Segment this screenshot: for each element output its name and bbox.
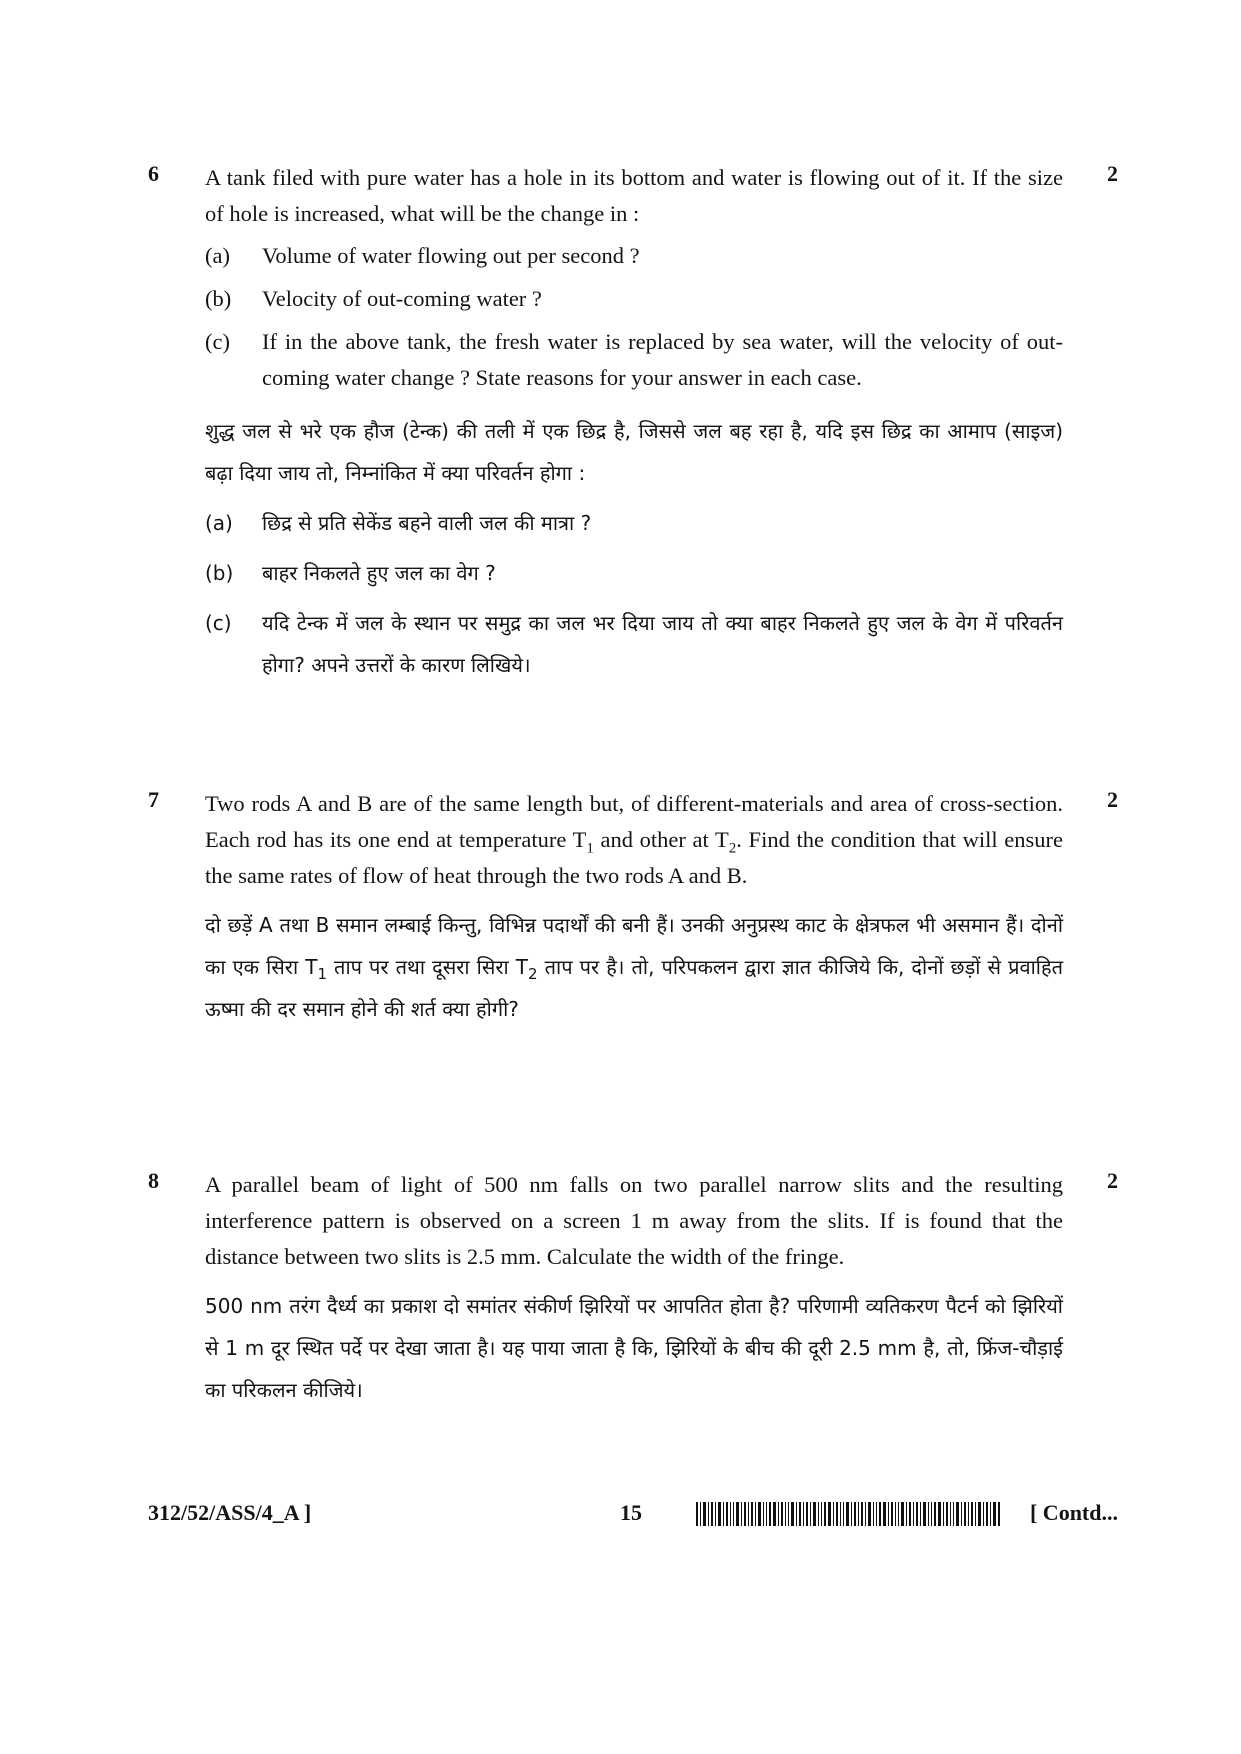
subpart-label: (b) xyxy=(205,561,234,585)
question-text-english: A tank filed with pure water has a hole in its bottom and water is flowing out of it. If the size of hole is increased, what will be the change in : xyxy=(205,165,1063,226)
subpart-text: Volume of water flowing out per second ? xyxy=(262,243,640,268)
page-number: 15 xyxy=(620,1500,642,1525)
subpart-text: छिद्र से प्रति सेकेंड बहने वाली जल की मात्रा ? xyxy=(262,511,592,535)
question-text-english: A parallel beam of light of 500 nm falls on two parallel narrow slits and the resulting interference pattern is observed on a screen 1 m away from the slits. If is found that the distance between two slits is 2.5 mm. Calculate the width of the fringe. xyxy=(205,1172,1063,1269)
subpart-text: यदि टेन्क में जल के स्थान पर समुद्र का जल भर दिया जाय तो क्या बाहर निकलते हुए जल के वेग में परिवर्तन होगा? अपने उत्तरों के कारण लिखिये। xyxy=(262,611,1063,677)
subpart-c-hindi xyxy=(205,602,1063,686)
question-text-hindi: 500 nm तरंग दैर्ध्य का प्रकाश दो समांतर संकीर्ण झिरियों पर आपतित होता है? परिणामी व्यतिकरण पैटर्न को झिरियों से 1 m दूर स्थित पर्दे पर देखा जाता है। यह पाया जाता है कि, झिरियों के बीच की दूरी 2.5 mm है, तो, फ्रिंज-चौड़ाई का परिकलन कीजिये। xyxy=(205,1294,1063,1402)
subpart-text: बाहर निकलते हुए जल का वेग ? xyxy=(262,561,496,585)
page-footer xyxy=(148,1500,1118,1540)
barcode-image xyxy=(696,1502,1001,1526)
subpart-label: (a) xyxy=(205,511,233,535)
question-number: 6 xyxy=(148,161,159,186)
question-6 xyxy=(148,160,1118,720)
paper-code: 312/52/ASS/4_A ] xyxy=(148,1500,312,1525)
subpart-text: Velocity of out-coming water ? xyxy=(262,286,542,311)
subpart-b-hindi xyxy=(205,552,1063,594)
question-marks: 2 xyxy=(1107,161,1118,186)
english-subparts xyxy=(205,238,1063,396)
question-7 xyxy=(148,786,1118,1116)
question-marks: 2 xyxy=(1107,787,1118,812)
subpart-a-english xyxy=(205,238,1063,274)
continued-label: [ Contd... xyxy=(1029,1500,1118,1525)
question-text-hindi: शुद्ध जल से भरे एक हौज (टेन्क) की तली में एक छिद्र है, जिससे जल बह रहा है, यदि इस छिद्र का आमाप (साइज) बढ़ा दिया जाय तो, निम्नांकित में क्या परिवर्तन होगा : xyxy=(205,419,1063,485)
subpart-b-english xyxy=(205,281,1063,317)
question-text-hindi: दो छड़ें A तथा B समान लम्बाई किन्तु, विभिन्न पदार्थों की बनी हैं। उनकी अनुप्रस्थ काट के क्षेत्रफल भी असमान हैं। दोनों का एक सिरा $T_1$ ताप पर तथा दूसरा सिरा $T_2$ ताप पर है। तो, परिपकलन द्वारा ज्ञात कीजिये कि, दोनों छड़ों से प्रवाहित ऊष्मा की दर समान होने की शर्त क्या होगी? xyxy=(205,913,1063,1021)
subpart-label: (b) xyxy=(205,286,232,311)
question-body xyxy=(205,786,1063,1030)
question-8 xyxy=(148,1167,1118,1467)
hindi-subparts xyxy=(205,502,1063,686)
subpart-text: If in the above tank, the fresh water is replaced by sea water, will the velocity of out-coming water change ? State reasons for your answer in each case. xyxy=(262,329,1063,390)
subpart-a-hindi xyxy=(205,502,1063,544)
question-body xyxy=(205,1167,1063,1411)
question-marks: 2 xyxy=(1107,1168,1118,1193)
subpart-label: (c) xyxy=(205,329,230,354)
subpart-label: (c) xyxy=(205,611,232,635)
subpart-c-english xyxy=(205,324,1063,396)
question-number: 8 xyxy=(148,1168,159,1193)
question-text-english: Two rods A and B are of the same length but, of different-materials and area of cross-section. Each rod has its one end at temperature $T_1$ and other at $T_2$. Find the condition that will ensure the same rates of flow of heat through the two rods A and B. xyxy=(205,791,1063,888)
subpart-label: (a) xyxy=(205,243,230,268)
question-body xyxy=(205,160,1063,686)
question-number: 7 xyxy=(148,787,159,812)
